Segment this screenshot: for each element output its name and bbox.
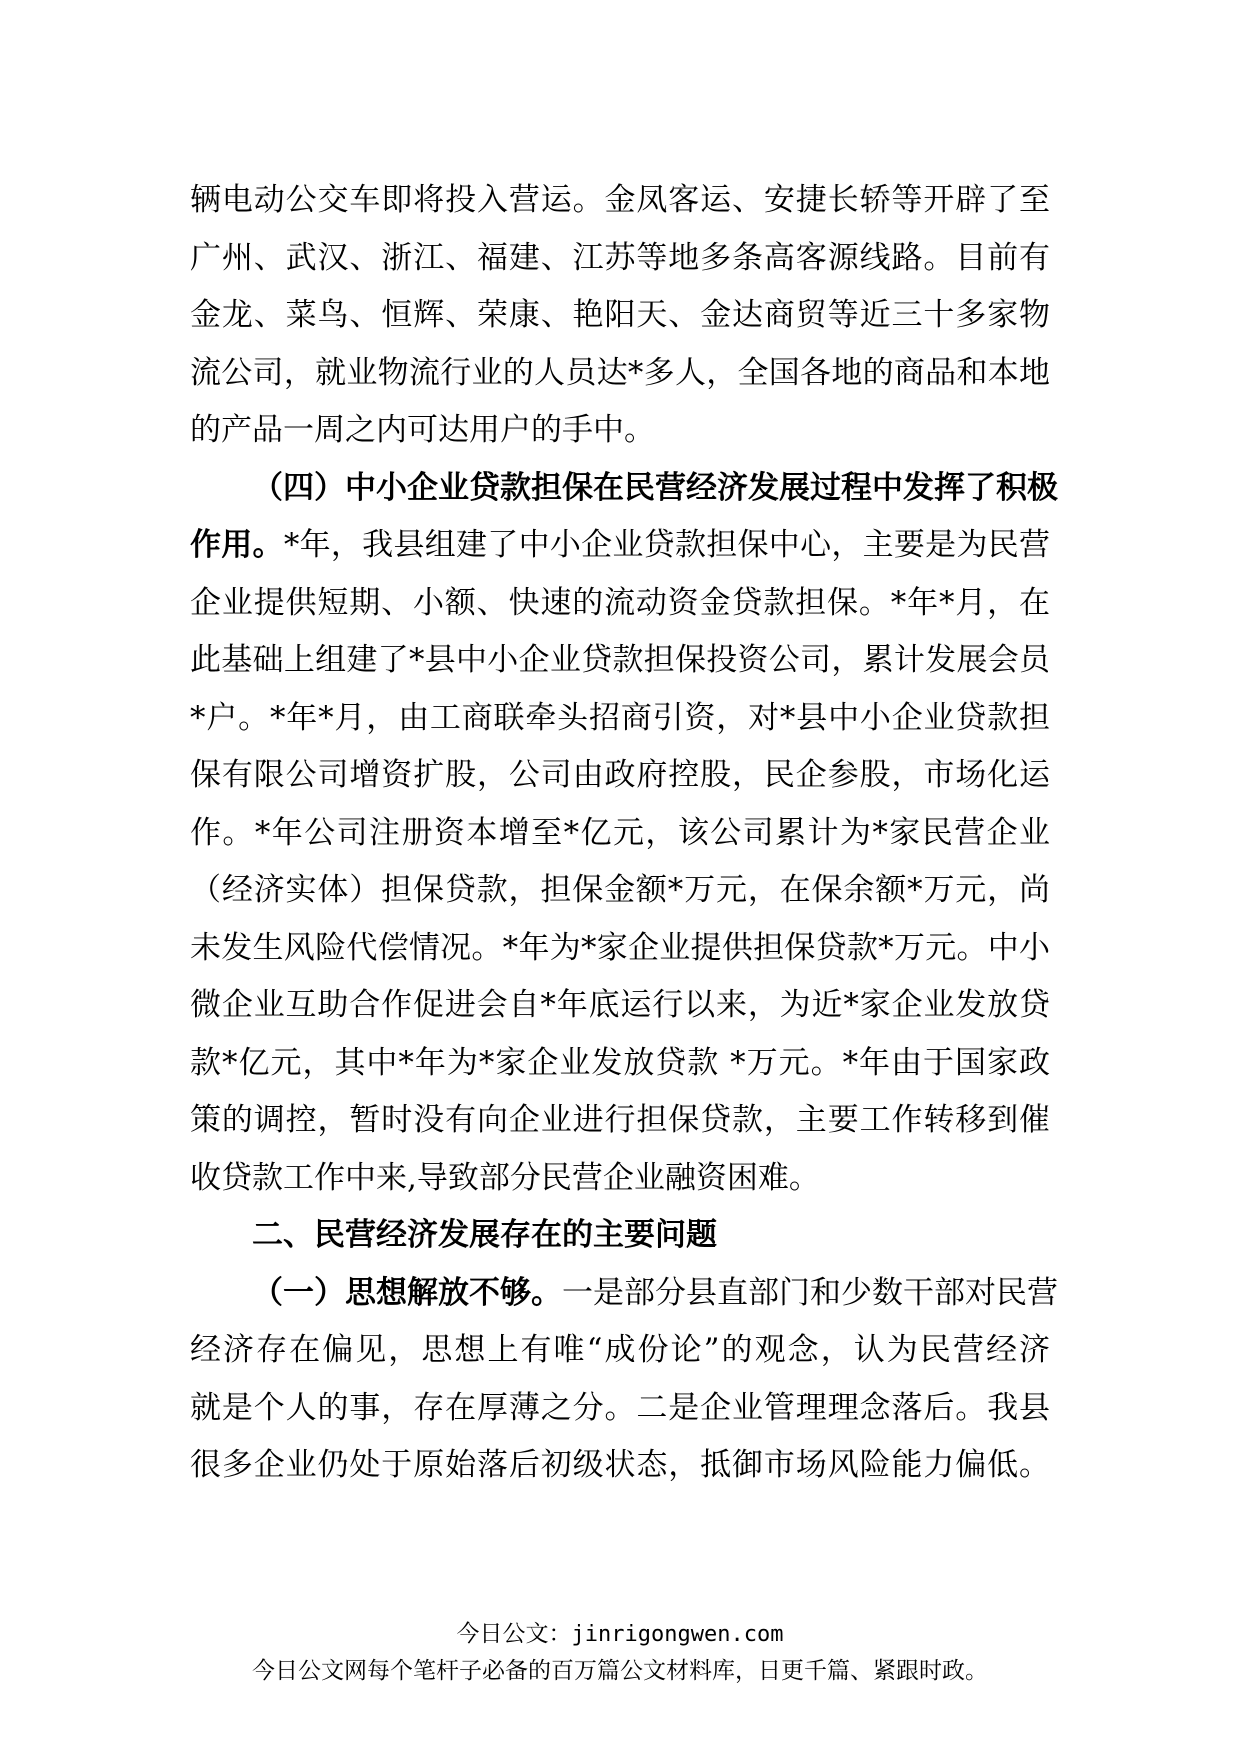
- text-line: [190, 351, 1050, 395]
- text-line: [252, 466, 1058, 510]
- text-line: [190, 811, 1050, 855]
- text-line: [190, 753, 1050, 797]
- text-segment: 流公司，就业物流行业的人员达*多人，全国各地的商品和本地: [190, 354, 1050, 391]
- text-segment: 就是个人的事，存在厚薄之分。二是企业管理理念落后。我县: [190, 1389, 1050, 1426]
- text-segment: 款*亿元，其中*年为*家企业发放贷款 *万元。*年由于国家政: [190, 1044, 1050, 1081]
- bold-text-segment: 作用。: [190, 527, 284, 563]
- text-line: [190, 1041, 1050, 1085]
- text-line: [190, 293, 1050, 337]
- text-segment: 金龙、菜鸟、恒辉、荣康、艳阳天、金达商贸等近三十多家物: [190, 297, 1050, 333]
- text-line: [190, 1328, 1050, 1372]
- text-line: [190, 236, 1050, 280]
- text-line: [190, 983, 1050, 1027]
- text-line: [190, 1156, 1050, 1200]
- bold-text-segment: （一）思想解放不够。: [252, 1274, 562, 1311]
- text-line: [190, 523, 1050, 567]
- text-segment: 辆电动公交车即将投入营运。金凤客运、安捷长轿等开辟了至: [190, 182, 1050, 218]
- text-line: [190, 178, 1050, 222]
- footer-source-line: [0, 1615, 1240, 1648]
- text-segment: 保有限公司增资扩股，公司由政府控股，民企参股，市场化运: [190, 757, 1050, 793]
- text-line: [190, 696, 1050, 740]
- text-line: [190, 1443, 1050, 1487]
- footer-site-url[interactable]: jinrigongwen.com: [571, 1622, 784, 1647]
- text-segment: 企业提供短期、小额、快速的流动资金贷款担保。*年*月，在: [190, 584, 1050, 621]
- bold-text-segment: （四）中小企业贷款担保在民营经济发展过程中发挥了积极: [252, 469, 1058, 506]
- text-segment: 一是部分县直部门和少数干部对民营: [562, 1274, 1058, 1311]
- text-segment: （经济实体）担保贷款，担保金额*万元，在保余额*万元，尚: [190, 872, 1050, 908]
- text-segment: 此基础上组建了*县中小企业贷款担保投资公司，累计发展会员: [190, 642, 1050, 678]
- footer-site-label: 今日公文：: [456, 1621, 572, 1647]
- text-line: [252, 1271, 1058, 1315]
- text-segment: 作。*年公司注册资本增至*亿元，该公司累计为*家民营企业: [190, 814, 1050, 851]
- text-line: [190, 581, 1050, 625]
- text-segment: 策的调控，暂时没有向企业进行担保贷款，主要工作转移到催: [190, 1102, 1050, 1138]
- text-segment: *年，我县组建了中小企业贷款担保中心，主要是为民营: [283, 527, 1051, 563]
- text-line: [190, 1386, 1050, 1430]
- text-segment: 微企业互助合作促进会自*年底运行以来，为近*家企业发放贷: [190, 987, 1050, 1023]
- text-line: [190, 868, 1050, 912]
- text-line: [252, 1213, 1050, 1257]
- text-segment: 经济存在偏见，思想上有唯“成份论”的观念，认为民营经济: [190, 1332, 1050, 1368]
- text-segment: *户。*年*月，由工商联牵头招商引资，对*县中小企业贷款担: [190, 699, 1050, 736]
- footer-tagline: 今日公文网每个笔杆子必备的百万篇公文材料库，日更千篇、紧跟时政。: [252, 1658, 988, 1684]
- text-segment: 很多企业仍处于原始落后初级状态，抵御市场风险能力偏低。: [190, 1447, 1050, 1483]
- text-line: [190, 1098, 1050, 1142]
- text-segment: 的产品一周之内可达用户的手中。: [190, 412, 655, 448]
- text-line: [190, 638, 1050, 682]
- text-line: [190, 926, 1050, 970]
- text-line: [190, 408, 1050, 452]
- text-segment: 未发生风险代偿情况。*年为*家企业提供担保贷款*万元。中小: [190, 929, 1050, 966]
- text-segment: 广州、武汉、浙江、福建、江苏等地多条高客源线路。目前有: [190, 239, 1050, 276]
- bold-text-segment: 二、民营经济发展存在的主要问题: [252, 1217, 717, 1253]
- text-segment: 收贷款工作中来,导致部分民营企业融资困难。: [190, 1159, 820, 1196]
